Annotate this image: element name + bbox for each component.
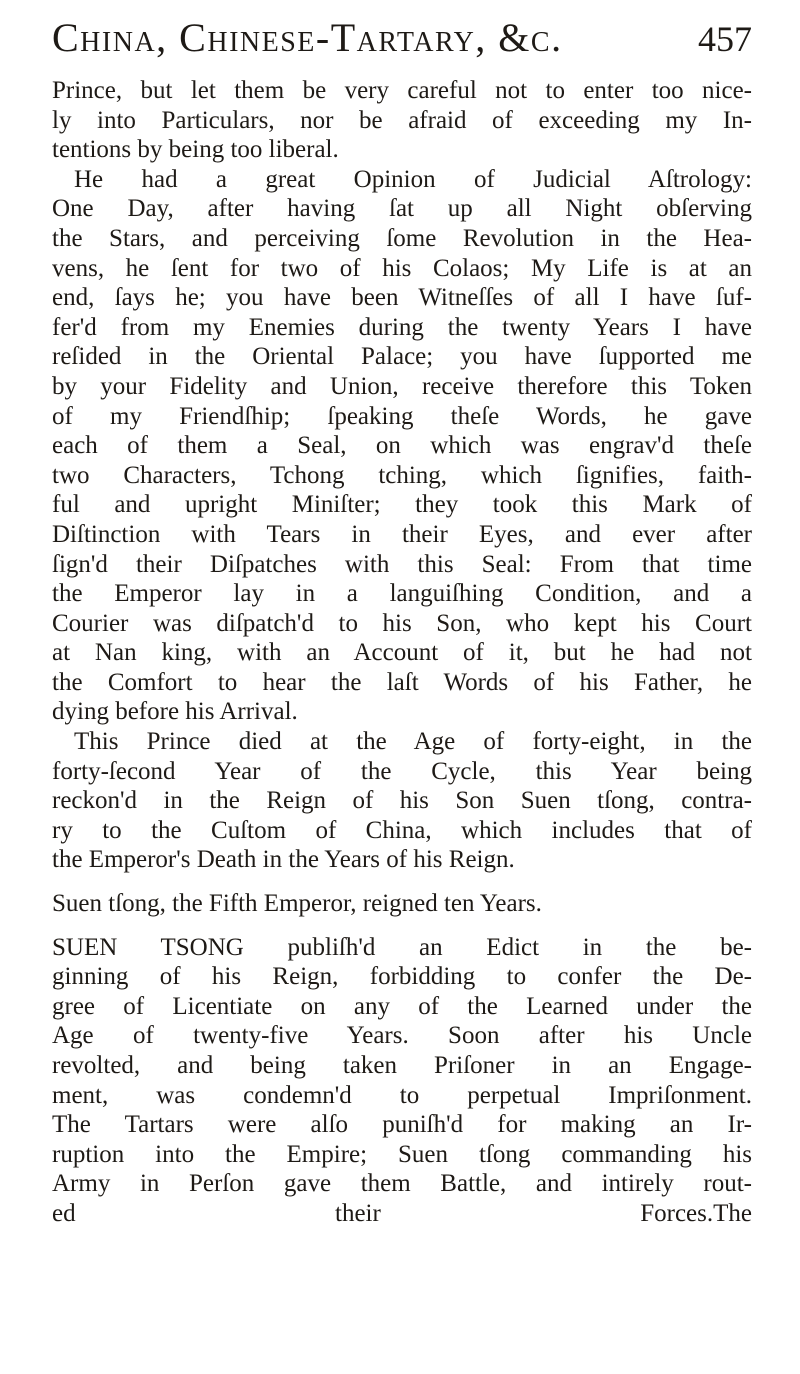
running-title: China, Chinese-Tartary, &c.: [52, 15, 563, 60]
text-line: ful and upright Miniſter; they took this Mark of: [52, 491, 752, 519]
section-gap: [52, 875, 752, 889]
text-line: ly into Particulars, nor be afraid of exceeding my In-: [52, 106, 752, 134]
text-line: vens, he ſent for two of his Colaos; My Life is at an: [52, 254, 752, 282]
text-line: Courier was diſpatch'd to his Son, who kept his Court: [52, 609, 752, 637]
text-line: at Nan king, with an Account of it, but he had not: [52, 639, 752, 667]
text-line: dying before his Arrival.: [52, 698, 298, 726]
text-line: reſided in the Oriental Palace; you have ſupported me: [52, 343, 752, 371]
text-line: ruption into the Empire; Suen tſong commanding his: [52, 1140, 752, 1168]
text-line: two Characters, Tchong tching, which ſignifies, faith-: [52, 461, 752, 489]
text-line: revolted, and being taken Priſoner in an Engage-: [52, 1052, 752, 1079]
body-text: [52, 76, 752, 1229]
text-line: forty-ſecond Year of the Cycle, this Year being: [52, 757, 752, 785]
text-line: Diſtinction with Tears in their Eyes, and ever after: [52, 520, 752, 548]
text-line: The Tartars were alſo puniſh'd for making an Ir-: [52, 1111, 752, 1139]
text-line: Prince, but let them be very careful not to enter too nice-: [52, 77, 752, 104]
text-line: SUEN TSONG publiſh'd an Edict in the be-: [52, 933, 752, 961]
text-line: of my Friendſhip; ſpeaking theſe Words, he gave: [52, 402, 752, 430]
text-line: the Emperor lay in a languiſhing Condition, and a: [52, 580, 752, 608]
text-line: ment, was condemn'd to perpetual Impriſonment.: [52, 1081, 752, 1109]
text-line: the Comfort to hear the laſt Words of his Father, he: [52, 668, 752, 696]
running-head: [52, 14, 752, 74]
text-line-end: ed their Forces.: [52, 1199, 714, 1227]
text-line: tentions by being too liberal.: [52, 136, 339, 164]
text-line: Army in Perſon gave them Battle, and intirely rout-: [52, 1170, 752, 1198]
text-line: fer'd from my Enemies during the twenty Years I have: [52, 313, 752, 341]
text-line: the Stars, and perceiving ſome Revolution in the Hea-: [52, 224, 752, 252]
text-line: reckon'd in the Reign of his Son Suen tſong, contra-: [52, 787, 752, 815]
text-line: Age of twenty-five Years. Soon after his Uncle: [52, 1022, 752, 1050]
text-line: by your Fidelity and Union, receive therefore this Token: [52, 372, 752, 400]
text-line: One Day, after having ſat up all Night obſerving: [52, 195, 752, 223]
text-line: He had a great Opinion of Judicial Aſtrology:: [74, 165, 752, 193]
text-line: each of them a Seal, on which was engrav'd theſe: [52, 432, 752, 460]
catchword: The: [713, 1199, 752, 1227]
section-heading: Suen tſong, the Fifth Emperor, reigned ten Years.: [52, 890, 542, 918]
text-line: ginning of his Reign, forbidding to confer the De-: [52, 963, 752, 991]
text-line: gree of Licentiate on any of the Learned under the: [52, 992, 752, 1020]
text-line: ry to the Cuſtom of China, which includes that of: [52, 816, 752, 844]
text-line: ſign'd their Diſpatches with this Seal: From that time: [52, 550, 752, 578]
text-line: the Emperor's Death in the Years of his Reign.: [52, 846, 515, 874]
text-line: end, ſays he; you have been Witneſſes of all I have ſuf-: [52, 284, 752, 312]
text-line: This Prince died at the Age of forty-eight, in the: [74, 728, 752, 756]
page-number: 457: [698, 19, 752, 59]
section-gap: [52, 919, 752, 933]
text-line-with-catchword: [52, 1199, 752, 1229]
